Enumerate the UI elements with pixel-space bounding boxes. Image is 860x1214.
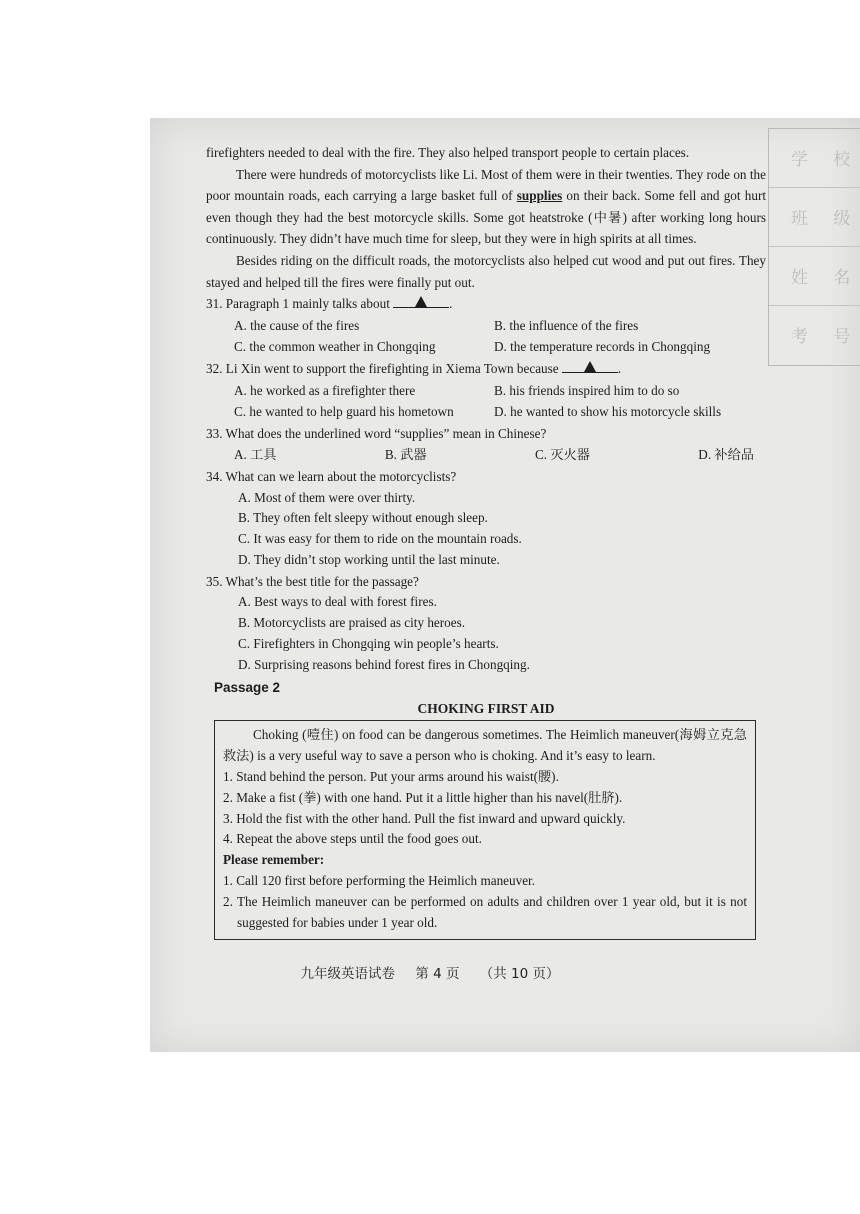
- footer-subject: 九年级英语试卷: [300, 966, 395, 982]
- option-b[interactable]: B. 武器: [384, 447, 427, 463]
- question-34: 34. What can we learn about the motorcyclists?: [206, 468, 457, 484]
- question-32-options: [206, 380, 766, 423]
- option-d[interactable]: D. They didn’t stop working until the last minute.: [238, 551, 500, 567]
- step-1: 1. Stand behind the person. Put your arms around his waist(腰).: [223, 769, 559, 785]
- question-33: 33. What does the underlined word “supplies” mean in Chinese?: [206, 425, 547, 441]
- page-footer: [0, 962, 860, 982]
- answer-blank[interactable]: [393, 295, 449, 308]
- option-a[interactable]: A. the cause of the fires: [234, 317, 360, 333]
- option-d[interactable]: D. the temperature records in Chongqing: [494, 339, 711, 355]
- option-d[interactable]: D. 补给品: [698, 447, 754, 463]
- option-a[interactable]: A. Most of them were over thirty.: [238, 489, 416, 505]
- passage1-paragraph-3: Besides riding on the difficult roads, the motorcyclists also helped cut wood and put out fires. They stayed and helped till the fires were finally put out.: [206, 252, 766, 290]
- question-31: 31. Paragraph 1 mainly talks about .: [206, 296, 453, 312]
- first-aid-box: [214, 720, 756, 940]
- passage-2-label: Passage 2: [214, 680, 281, 696]
- question-32: 32. Li Xin went to support the firefighting in Xiema Town because .: [206, 360, 622, 376]
- class-cell: 班 级: [769, 188, 860, 247]
- option-c[interactable]: C. he wanted to help guard his hometown: [234, 404, 454, 420]
- question-34-options: [206, 488, 766, 571]
- option-a[interactable]: A. Best ways to deal with forest fires.: [238, 594, 437, 610]
- first-aid-intro: Choking (噎住) on food can be dangerous sometimes. The Heimlich maneuver(海姆立克急救法) is a very useful way to save a person who is choking. And it’s easy to learn.: [223, 727, 747, 764]
- remember-1: 1. Call 120 first before performing the Heimlich maneuver.: [223, 873, 536, 889]
- triangle-icon: [584, 361, 596, 372]
- option-c[interactable]: C. 灭火器: [534, 447, 590, 463]
- question-35-options: [206, 592, 766, 675]
- triangle-icon: [415, 296, 427, 307]
- school-cell: 学 校: [769, 129, 860, 188]
- option-b[interactable]: B. his friends inspired him to do so: [494, 382, 680, 398]
- option-c[interactable]: C. the common weather in Chongqing: [234, 339, 436, 355]
- passage1-line: firefighters needed to deal with the fire. They also helped transport people to certain places.: [206, 145, 690, 160]
- student-info-box: [768, 128, 860, 366]
- question-31-options: [206, 315, 766, 358]
- passage1-paragraph-2: There were hundreds of motorcyclists like Li. Most of them were in their twenties. They rode on the poor mountain roads, each carrying a large basket full of supplies on their back. Some fell and got hurt even though they had the best motorcycle skills. Some got heatstroke (中暑) after working long hours continuously. They didn’t have much time for sleep, but they were in high spirits at all times.: [206, 166, 766, 247]
- page-content: [206, 142, 766, 940]
- remember-label: Please remember:: [223, 852, 325, 868]
- name-cell: 姓 名: [769, 247, 860, 306]
- exam-number-cell: 考 号: [791, 327, 860, 347]
- option-c[interactable]: C. It was easy for them to ride on the mountain roads.: [238, 531, 522, 547]
- option-b[interactable]: B. They often felt sleepy without enough sleep.: [238, 510, 488, 526]
- passage-2-title: CHOKING FIRST AID: [417, 701, 555, 717]
- step-2: 2. Make a fist (拳) with one hand. Put it a little higher than his navel(肚脐).: [223, 789, 623, 805]
- underlined-word: supplies: [516, 188, 563, 204]
- option-d[interactable]: D. Surprising reasons behind forest fires in Chongqing.: [238, 656, 530, 672]
- option-c[interactable]: C. Firefighters in Chongqing win people’s hearts.: [238, 635, 499, 651]
- option-d[interactable]: D. he wanted to show his motorcycle skills: [494, 404, 722, 420]
- question-33-options: [206, 444, 754, 466]
- footer-page: 第 4 页: [415, 966, 460, 982]
- answer-blank[interactable]: [562, 360, 618, 373]
- step-3: 3. Hold the fist with the other hand. Pull the fist inward and upward quickly.: [223, 810, 626, 826]
- question-35: 35. What’s the best title for the passage?: [206, 573, 419, 589]
- option-b[interactable]: B. Motorcyclists are praised as city heroes.: [238, 615, 466, 631]
- option-a[interactable]: A. 工具: [234, 447, 277, 463]
- step-4: 4. Repeat the above steps until the food goes out.: [223, 831, 482, 847]
- option-b[interactable]: B. the influence of the fires: [494, 317, 639, 333]
- option-a[interactable]: A. he worked as a firefighter there: [234, 382, 416, 398]
- footer-total: （共 10 页）: [479, 966, 560, 982]
- remember-2: 2. The Heimlich maneuver can be performed on adults and children over 1 year old, but it is not suggested for babies under 1 year old.: [223, 893, 747, 930]
